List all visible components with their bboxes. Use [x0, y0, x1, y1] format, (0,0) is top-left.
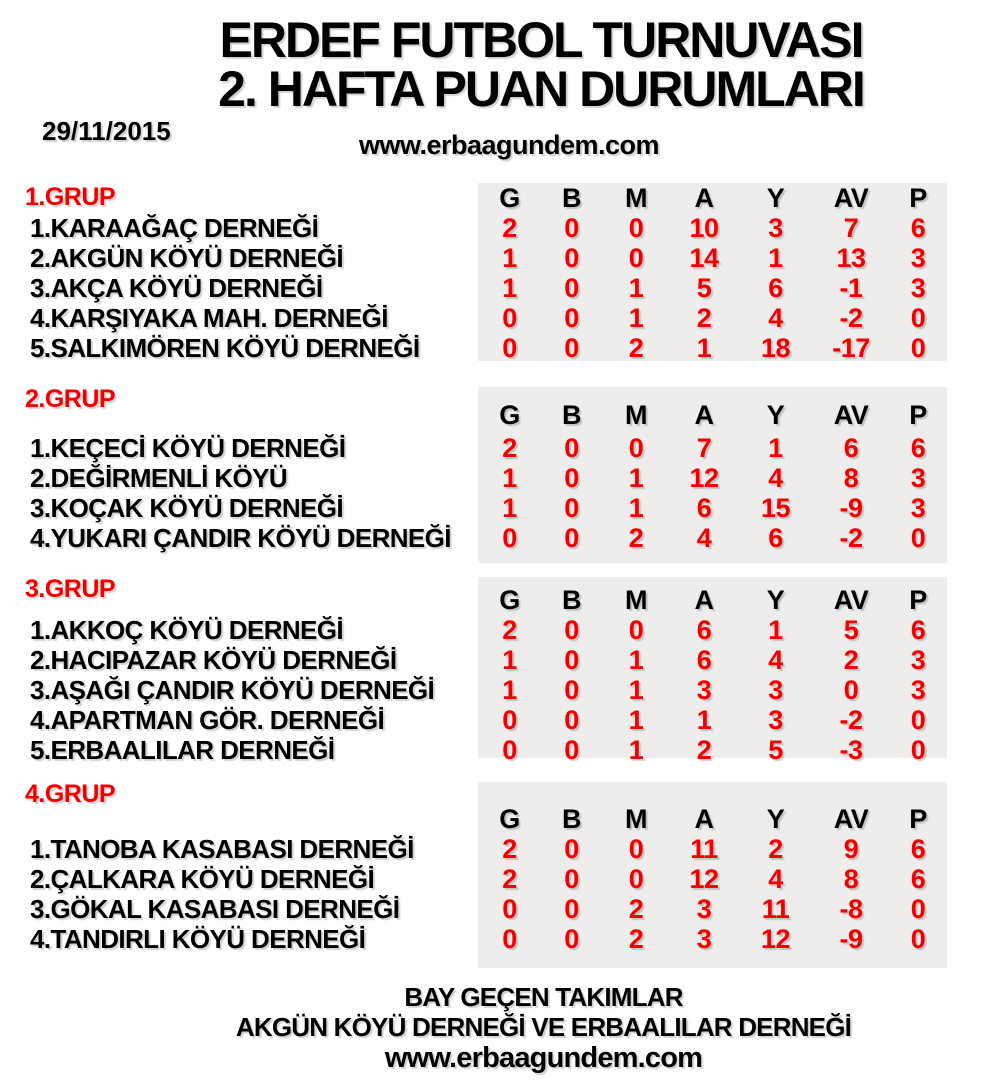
- stat-value: 0: [910, 735, 926, 765]
- stat-column-header: Y: [766, 183, 785, 213]
- title-line-2: 2. HAFTA PUAN DURUMLARI: [218, 61, 864, 117]
- stat-value: 4: [768, 303, 783, 333]
- stat-column-header: B: [562, 400, 581, 430]
- stats-header-row: [478, 183, 947, 213]
- stat-value: 2: [502, 864, 517, 894]
- stat-column-header: Y: [766, 804, 785, 834]
- stat-value: 3: [768, 705, 783, 735]
- stat-value: 3: [910, 463, 926, 493]
- stats-table: [478, 387, 947, 563]
- stat-value: 0: [910, 303, 926, 333]
- stat-value: 9: [843, 834, 859, 864]
- stat-value: 1: [502, 675, 517, 705]
- team-name: 2.ÇALKARA KÖYÜ DERNEĞİ: [30, 864, 375, 894]
- stat-column-header: B: [562, 804, 581, 834]
- stat-value: 1: [768, 615, 783, 645]
- stat-value: 1: [502, 493, 517, 523]
- stat-value: 6: [843, 433, 859, 463]
- group-label: 4.GRUP: [25, 780, 116, 808]
- stat-value: 0: [502, 894, 517, 924]
- stat-column-header: AV: [833, 183, 869, 213]
- team-name: 3.KOÇAK KÖYÜ DERNEĞİ: [30, 493, 344, 523]
- stat-value: 2: [696, 303, 712, 333]
- stat-value: 0: [628, 834, 644, 864]
- stat-value: 6: [910, 864, 926, 894]
- stat-value: 1: [502, 645, 517, 675]
- team-name: 3.GÖKAL KASABASI DERNEĞİ: [30, 894, 400, 924]
- team-list: [30, 834, 475, 954]
- footer: [0, 982, 992, 1074]
- team-name: 1.KARAAĞAÇ DERNEĞİ: [30, 213, 319, 243]
- stat-value: -3: [839, 735, 863, 765]
- stat-column-header: G: [499, 585, 520, 615]
- stat-column-header: AV: [833, 585, 869, 615]
- stat-value: 1: [502, 463, 517, 493]
- stat-value: 1: [628, 493, 644, 523]
- stat-value: 6: [768, 273, 783, 303]
- stat-value: -2: [839, 523, 863, 553]
- stat-column-header: M: [625, 804, 647, 834]
- title-line-1: ERDEF FUTBOL TURNUVASI: [219, 12, 863, 68]
- stat-value: 11: [761, 894, 790, 924]
- stat-value: 0: [502, 705, 517, 735]
- stat-value: 1: [768, 243, 783, 273]
- stat-value: 0: [564, 303, 579, 333]
- stat-value: -1: [839, 273, 863, 303]
- stat-value: 0: [564, 834, 579, 864]
- team-list: [30, 433, 475, 553]
- stat-value: 3: [768, 675, 783, 705]
- stat-value: 0: [502, 333, 517, 363]
- team-name: 2.AKGÜN KÖYÜ DERNEĞİ: [30, 243, 344, 273]
- stat-value: 12: [689, 463, 719, 493]
- team-list: [30, 615, 475, 765]
- group-label: 1.GRUP: [25, 183, 116, 211]
- team-list: [30, 213, 475, 363]
- team-name: 4.YUKARI ÇANDIR KÖYÜ DERNEĞİ: [30, 523, 451, 553]
- team-name: 2.DEĞİRMENLİ KÖYÜ: [30, 463, 288, 493]
- stat-column-header: P: [909, 400, 927, 430]
- stat-value: 4: [768, 645, 783, 675]
- stat-value: 2: [502, 834, 517, 864]
- stat-value: 0: [564, 493, 579, 523]
- stat-value: 0: [564, 333, 579, 363]
- stat-value: 0: [843, 675, 859, 705]
- stat-value: 0: [628, 433, 644, 463]
- team-name: 2.HACIPAZAR KÖYÜ DERNEĞİ: [30, 645, 397, 675]
- stat-value: 3: [910, 675, 926, 705]
- stat-column-header: AV: [833, 400, 869, 430]
- stat-value: 0: [564, 894, 579, 924]
- stat-value: 7: [843, 213, 859, 243]
- stat-value: 13: [836, 243, 866, 273]
- stat-value: 1: [628, 645, 644, 675]
- stat-value: 15: [760, 493, 791, 523]
- stat-value: 3: [910, 273, 926, 303]
- stat-value: 0: [910, 894, 926, 924]
- stat-value: 2: [628, 333, 644, 363]
- stat-value: 6: [696, 645, 712, 675]
- stat-value: 3: [696, 675, 712, 705]
- stat-value: 1: [696, 705, 712, 735]
- stat-value: 1: [768, 433, 783, 463]
- stat-value: 2: [628, 523, 644, 553]
- stat-column-header: P: [909, 585, 927, 615]
- stat-column-header: Y: [766, 400, 785, 430]
- stat-value: 0: [564, 615, 579, 645]
- stats-rows: [478, 615, 947, 765]
- stat-column-header: A: [694, 183, 714, 213]
- stat-value: 7: [696, 433, 712, 463]
- stat-value: 0: [910, 924, 926, 954]
- stat-value: 2: [696, 735, 712, 765]
- stat-value: 12: [689, 864, 719, 894]
- stat-value: 0: [564, 735, 579, 765]
- team-name: 5.ERBAALILAR DERNEĞİ: [30, 735, 335, 765]
- stat-value: 0: [910, 705, 926, 735]
- stat-column-header: Y: [766, 585, 785, 615]
- stat-value: 0: [628, 615, 644, 645]
- stat-value: 4: [768, 864, 783, 894]
- team-name: 1.TANOBA KASABASI DERNEĞİ: [30, 834, 414, 864]
- stats-header-row: [478, 585, 947, 615]
- group-label: 2.GRUP: [25, 385, 116, 413]
- stat-value: 3: [910, 645, 926, 675]
- stat-value: 0: [564, 523, 579, 553]
- stat-value: 3: [696, 894, 712, 924]
- stat-value: 1: [628, 273, 644, 303]
- stat-column-header: G: [499, 804, 520, 834]
- stat-value: 14: [689, 243, 719, 273]
- stat-value: 1: [628, 463, 644, 493]
- stat-value: 2: [843, 645, 859, 675]
- stats-table: [478, 782, 947, 968]
- stat-value: -9: [839, 924, 863, 954]
- stat-value: 2: [502, 433, 517, 463]
- stat-value: -17: [832, 333, 870, 363]
- footer-line-2: AKGÜN KÖYÜ DERNEĞİ VE ERBAALILAR DERNEĞİ: [235, 1012, 852, 1042]
- stat-value: 0: [564, 433, 579, 463]
- stat-value: 6: [696, 615, 712, 645]
- stat-value: -8: [839, 894, 863, 924]
- stat-value: 2: [502, 213, 517, 243]
- stat-value: 0: [502, 924, 517, 954]
- stat-column-header: A: [694, 804, 714, 834]
- stat-column-header: G: [499, 183, 520, 213]
- page-title: [0, 12, 992, 117]
- stat-column-header: M: [625, 183, 647, 213]
- stat-column-header: M: [625, 400, 647, 430]
- stat-value: -2: [839, 705, 863, 735]
- stat-value: 1: [628, 705, 644, 735]
- stats-rows: [478, 433, 947, 553]
- stat-value: 0: [564, 645, 579, 675]
- stat-value: 0: [910, 333, 926, 363]
- stat-column-header: M: [625, 585, 647, 615]
- stat-value: 0: [628, 864, 644, 894]
- stat-value: 3: [910, 243, 926, 273]
- stat-value: 0: [502, 523, 517, 553]
- stat-column-header: A: [694, 585, 714, 615]
- stat-value: 6: [768, 523, 783, 553]
- website-url-top: www.erbaagundem.com: [358, 130, 660, 160]
- stat-value: 2: [628, 894, 644, 924]
- stat-column-header: P: [909, 804, 927, 834]
- stat-value: 8: [843, 463, 859, 493]
- stats-rows: [478, 213, 947, 363]
- team-name: 4.KARŞIYAKA MAH. DERNEĞİ: [30, 303, 388, 333]
- stat-value: 0: [628, 243, 644, 273]
- stat-value: 3: [910, 493, 926, 523]
- stat-column-header: B: [562, 183, 581, 213]
- stat-value: 5: [843, 615, 859, 645]
- stat-value: 3: [768, 213, 783, 243]
- stats-table: [478, 183, 947, 361]
- stat-value: 6: [910, 433, 926, 463]
- date-stamp: 29/11/2015: [42, 116, 171, 146]
- stat-value: 2: [628, 924, 644, 954]
- stat-value: 0: [502, 735, 517, 765]
- stats-header-row: [478, 804, 947, 834]
- footer-line-1: BAY GEÇEN TAKIMLAR: [404, 982, 683, 1012]
- stat-value: 0: [564, 273, 579, 303]
- stat-value: 1: [628, 303, 644, 333]
- team-name: 3.AKÇA KÖYÜ DERNEĞİ: [30, 273, 323, 303]
- stat-value: 3: [696, 924, 712, 954]
- team-name: 4.TANDIRLI KÖYÜ DERNEĞİ: [30, 924, 366, 954]
- stat-column-header: AV: [833, 804, 869, 834]
- stat-column-header: B: [562, 585, 581, 615]
- team-name: 5.SALKIMÖREN KÖYÜ DERNEĞİ: [30, 333, 420, 363]
- stat-value: 6: [910, 834, 926, 864]
- stat-value: 6: [910, 213, 926, 243]
- stats-table: [478, 577, 947, 765]
- group-label: 3.GRUP: [25, 575, 116, 603]
- stats-rows: [478, 834, 947, 954]
- stat-column-header: A: [694, 400, 714, 430]
- stat-value: 2: [502, 615, 517, 645]
- team-name: 1.KEÇECİ KÖYÜ DERNEĞİ: [30, 433, 346, 463]
- stat-value: 0: [564, 675, 579, 705]
- stat-value: 1: [502, 273, 517, 303]
- team-name: 3.AŞAĞI ÇANDIR KÖYÜ DERNEĞİ: [30, 675, 435, 705]
- stat-value: 0: [502, 303, 517, 333]
- stat-value: 1: [502, 243, 517, 273]
- stat-value: 18: [760, 333, 791, 363]
- stat-value: 10: [689, 213, 719, 243]
- stat-value: 0: [564, 243, 579, 273]
- stat-column-header: G: [499, 400, 520, 430]
- team-name: 4.APARTMAN GÖR. DERNEĞİ: [30, 705, 385, 735]
- stat-value: 4: [768, 463, 783, 493]
- stat-column-header: P: [909, 183, 927, 213]
- stat-value: 0: [564, 213, 579, 243]
- website-url-bottom: www.erbaagundem.com: [384, 1042, 703, 1074]
- stat-value: 0: [564, 705, 579, 735]
- stat-value: 12: [760, 924, 791, 954]
- stat-value: 1: [628, 735, 644, 765]
- stat-value: 5: [696, 273, 712, 303]
- stat-value: -2: [839, 303, 863, 333]
- stat-value: 2: [768, 834, 783, 864]
- stat-value: 11: [690, 834, 718, 864]
- team-name: 1.AKKOÇ KÖYÜ DERNEĞİ: [30, 615, 344, 645]
- stat-value: 0: [564, 924, 579, 954]
- stat-value: 6: [910, 615, 926, 645]
- stat-value: 5: [768, 735, 783, 765]
- stat-value: 0: [564, 864, 579, 894]
- stat-value: -9: [839, 493, 863, 523]
- stat-value: 6: [696, 493, 712, 523]
- stat-value: 0: [564, 463, 579, 493]
- stats-header-row: [478, 400, 947, 430]
- stat-value: 1: [628, 675, 644, 705]
- stat-value: 0: [628, 213, 644, 243]
- stat-value: 0: [910, 523, 926, 553]
- stat-value: 8: [843, 864, 859, 894]
- stat-value: 1: [696, 333, 712, 363]
- stat-value: 4: [696, 523, 712, 553]
